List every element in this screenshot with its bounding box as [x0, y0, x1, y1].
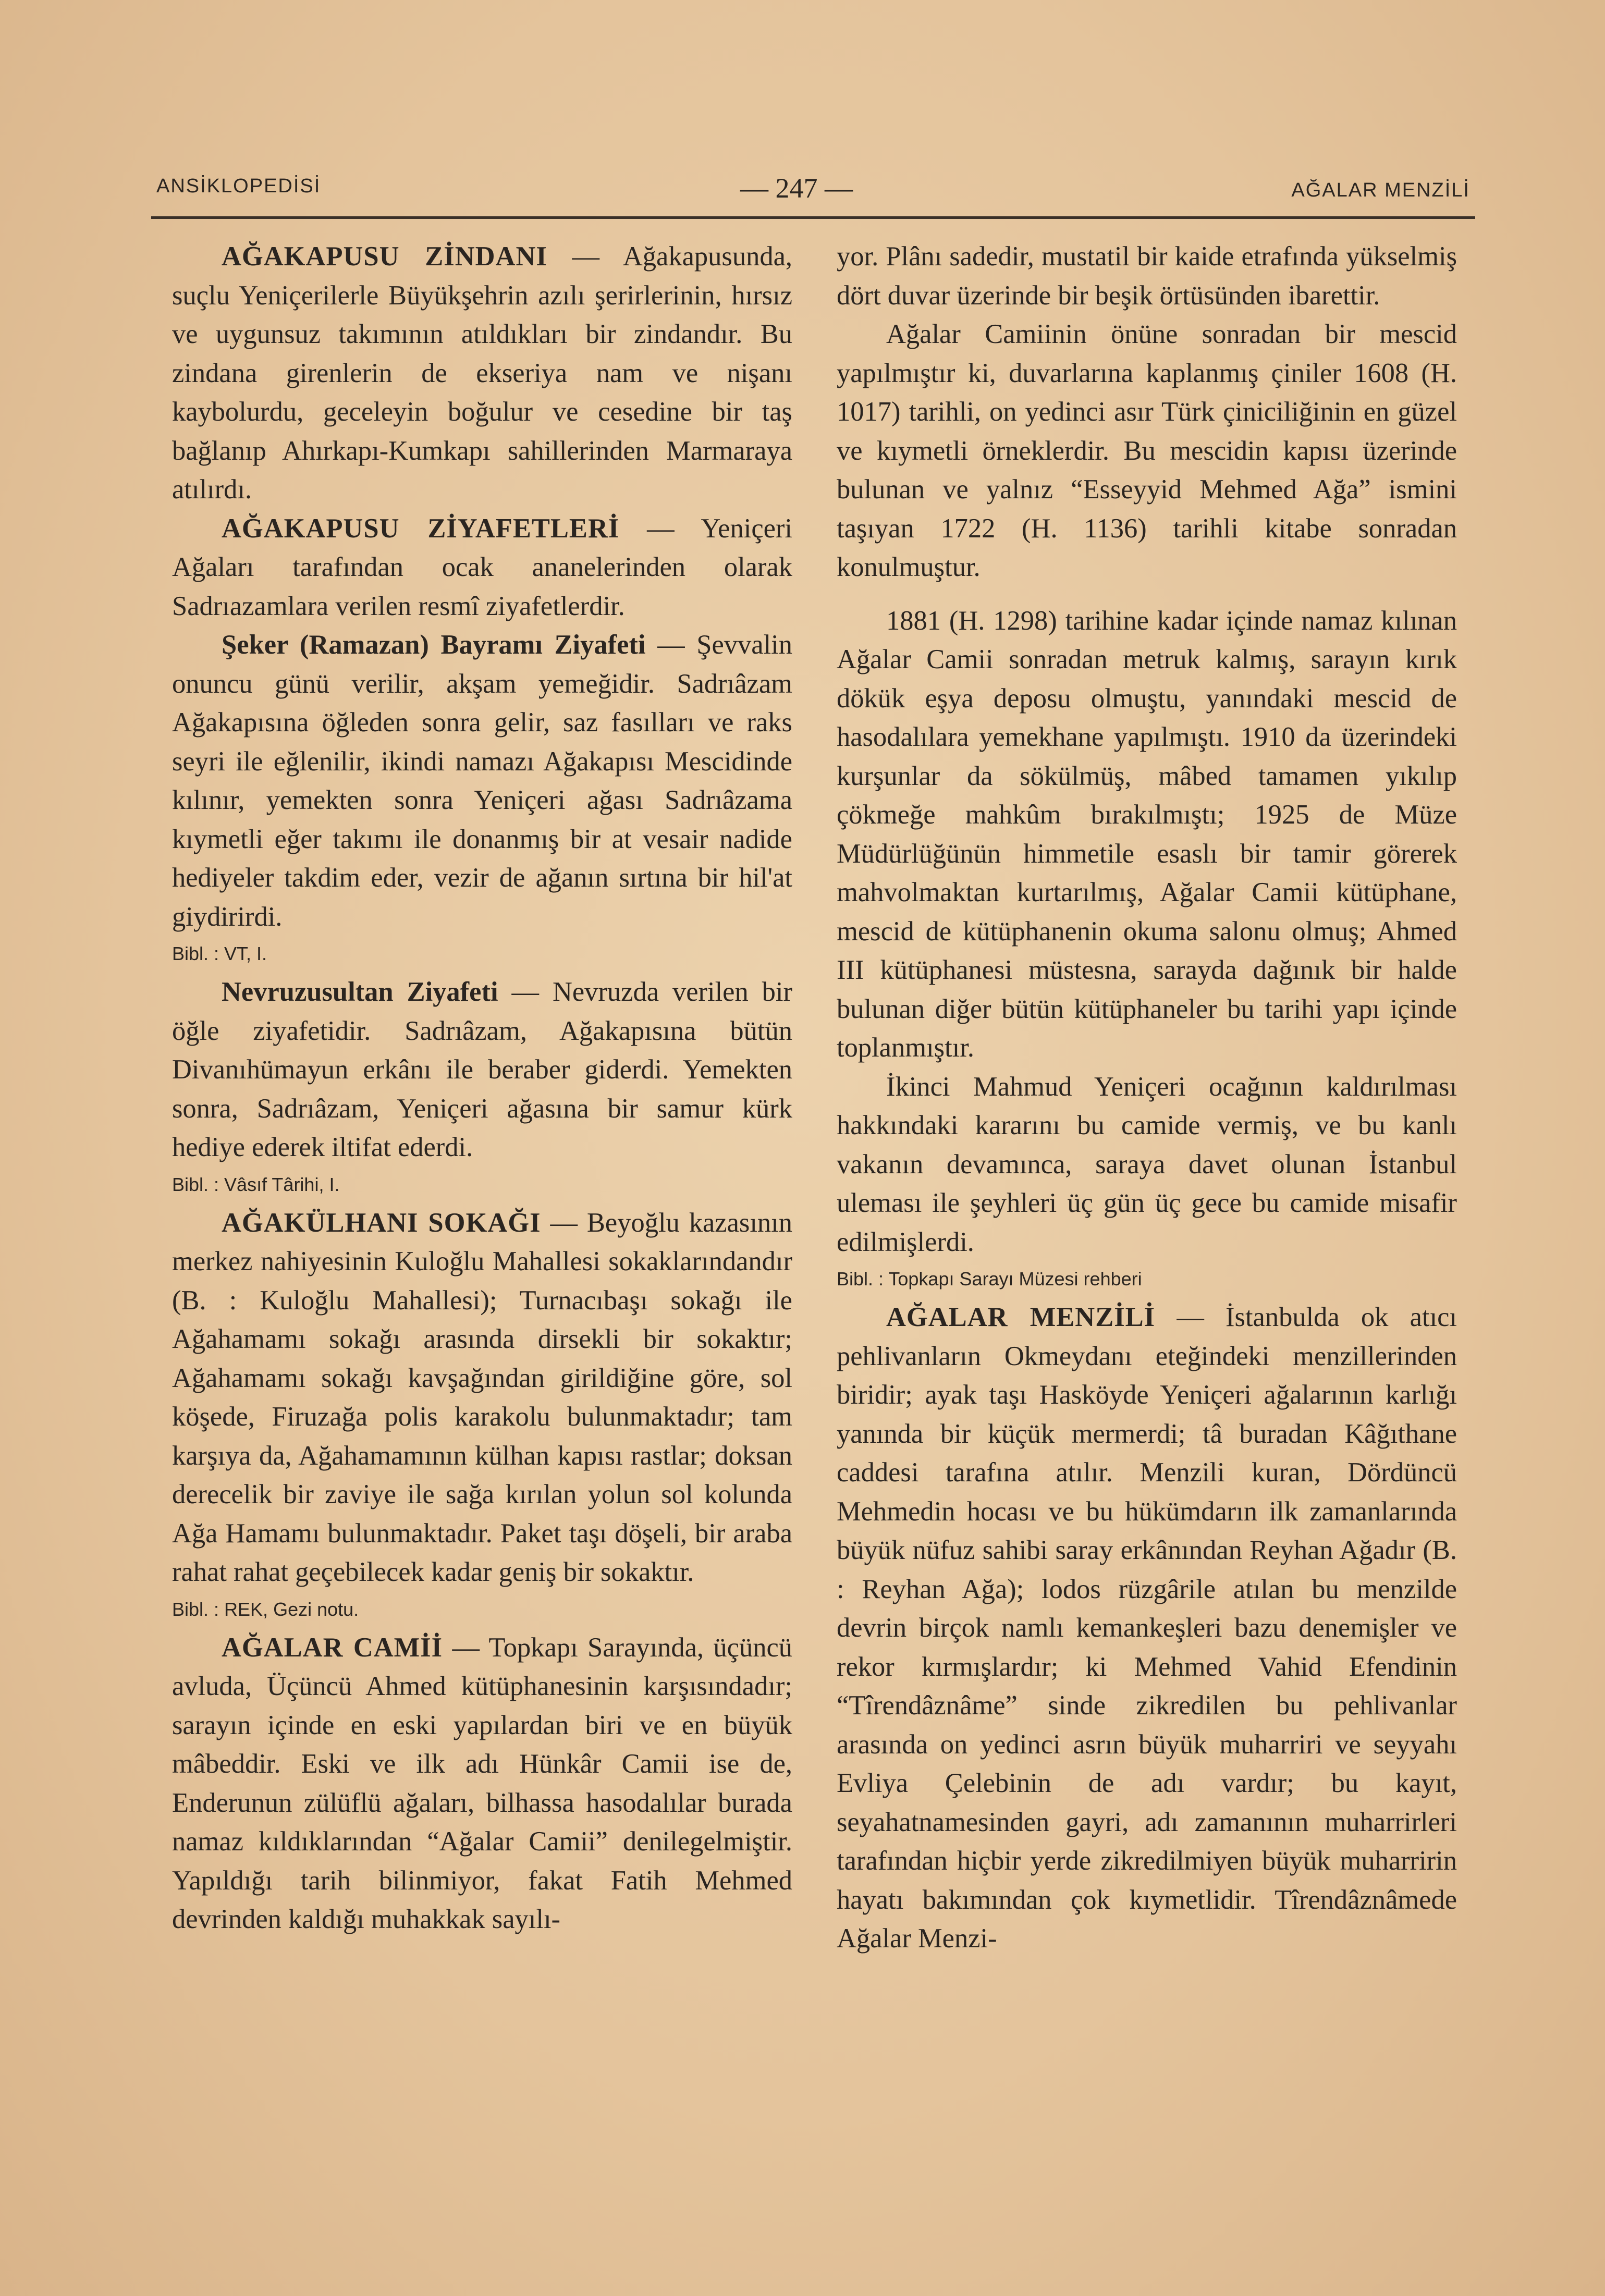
encyclopedia-entry — [172, 1204, 792, 1592]
entry-text: — Şevvalin onuncu günü verilir, akşam yemeğidir. Sadrıâzam Ağakapısına öğleden sonra gelir, saz fasılları ve raks seyri ile eğlenilir, ikindi namazı Ağakapısı Mescidinde kılınır, yemekten sonra Yeniçeri ağası Sadrıâzama kıymetli eğer takımı ile donanmış bir at vesair nadide hediyeler takdim eder, vezir de ağanın sırtına bir hil'at giydirirdi. — [172, 630, 792, 932]
entry-headword: Nevruzusultan Ziyafeti — [222, 977, 498, 1007]
running-head-right: AĞALAR MENZİLİ — [1291, 179, 1470, 201]
page-header — [156, 172, 1470, 208]
entry-headword: AĞALAR CAMİİ — [222, 1632, 443, 1663]
left-column — [172, 237, 792, 1939]
running-head-left: ANSİKLOPEDİSİ — [156, 175, 321, 197]
encyclopedia-entry — [172, 973, 792, 1167]
entry-headword: Şeker (Ramazan) Bayramı Ziyafeti — [222, 630, 646, 660]
bibliography-note: Bibl. : VT, I. — [172, 943, 267, 964]
bibliography-note: Bibl. : Vâsıf Târihi, I. — [172, 1173, 340, 1195]
paragraph: 1881 (H. 1298) tarihine kadar içinde namaz kılınan Ağalar Camii sonradan metruk kalmış, sarayın kırık dökük eşya deposu olmuştu, yanındaki mescid de hasodalılara yemekhane yapılmıştı. 1910 da üzerindeki kurşunlar da sökülmüş, mâbed tamamen yıkılıp çökmeğe mahkûm bırakılmıştı; 1925 de Müze Müdürlüğünün himmetile esaslı bir tamir görerek mahvolmaktan kurtarılmış, Ağalar Camii kütüphane, mescid de kütüphanenin okuma salonu olmuş; Ahmed III kütüphanesi müstesna, sarayda dağınık bir halde bulunan diğer bütün kütüphaneler bu tarihi yapı içinde toplanmıştır. — [837, 605, 1457, 1063]
entry-text: — Topkapı Sarayında, üçüncü avluda, Üçüncü Ahmed kütüphanesinin karşısındadır; sarayın içinde en eski yapılardan biri ve en büyük mâbeddir. Eski ve ilk adı Hünkâr Camii ise de, Enderunun zülüflü ağaları, bilhassa hasodalılar burada namaz kıldıklarından “Ağalar Camii” denilegelmiştir. Yapıldığı tarih bilinmiyor, fakat Fatih Mehmed devrinden kaldığı muhakkak sayılı- — [172, 1632, 793, 1934]
entry-headword: AĞALAR MENZİLİ — [886, 1302, 1156, 1332]
entry-text: — İstanbulda ok atıcı pehlivanların Okmeydanı eteğindeki menzillerinden biridir; ayak taşı Hasköyde Yeniçeri ağalarının karlığı yanında bir küçük mermerdi; tâ buradan Kâğıthane caddesi tarafına atılır. Menzili kuran, Dördüncü Mehmedin hocası ve bu hükümdarın ilk zamanlarında büyük nüfuz sahibi saray erkânından Reyhan Ağadır (B. : Reyhan Ağa); lodos rüzgârile atılan bu menzilde devrin birçok namlı kemankeşleri bazu denemişler ve rekor kırmışlardır; ki Mehmed Vahid Efendinin “Tîrendâznâme” sinde zikredilen bu pehlivanlar arasında on yedinci asrın büyük muharriri ve seyyahı Evliya Çelebinin de adı vardır; bu kayıt, seyahatnamesinden gayri, adı zamanının muharrirleri tarafından hiçbir yerde zikredilmiyen büyük muharririn hayatı bakımından çok kıymetlidir. Tîrendâznâmede Ağalar Menzi- — [837, 1302, 1457, 1954]
right-column — [837, 237, 1457, 1958]
entry-headword: AĞAKAPUSU ZİYAFETLERİ — [222, 513, 620, 544]
encyclopedia-entry — [172, 237, 792, 509]
encyclopedia-entry — [172, 509, 792, 626]
encyclopedia-entry — [172, 1628, 792, 1939]
entry-text: — Nevruzda verilen bir öğle ziyafetidir. Sadrıâzam, Ağakapısına bütün Divanıhümayun erkânı ile beraber giderdi. Yemekten sonra, Sadrıâzam, Yeniçeri ağasına bir samur kürk hediye ederek iltifat ederdi. — [172, 977, 792, 1162]
paragraph: Ağalar Camiinin önüne sonradan bir mescid yapılmıştır ki, duvarlarına kaplanmış çiniler 1608 (H. 1017) tarihli, on yedinci asır Türk çiniciliğinin en güzel ve kıymetli örneklerdir. Bu mescidin kapısı üzerinde bulunan ve yalnız “Esseyyid Mehmed Ağa” ismini taşıyan 1722 (H. 1136) tarihli kitabe sonradan konulmuştur. — [837, 319, 1457, 582]
bibliography-note: Bibl. : Topkapı Sarayı Müzesi rehberi — [837, 1268, 1142, 1290]
bibliography-note: Bibl. : REK, Gezi notu. — [172, 1598, 359, 1620]
entry-headword: AĞAKAPUSU ZİNDANI — [222, 241, 547, 272]
entry-text: — Ağakapusunda, suçlu Yeniçerilerle Büyükşehrin azılı şerirlerinin, hırsız ve uygunsuz takımının atıldıkları bir zindandır. Bu zindana girenlerin de ekseriya nam ve nişanı kaybolurdu, geceleyin boğulur ve cesedine bir taş bağlanıp Ahırkapı-Kumkapı sahillerinden Marmaraya atılırdı. — [172, 241, 793, 505]
header-rule — [151, 216, 1475, 219]
entry-text: — Yeniçeri Ağaları tarafından ocak ananelerinden olarak Sadrıazamlara verilen resmî ziyafetlerdir. — [172, 513, 792, 621]
paragraph: yor. Plânı sadedir, mustatil bir kaide etrafında yükselmiş dört duvar üzerinde bir beşik örtüsünden ibarettir. — [837, 241, 1457, 311]
encyclopedia-entry — [172, 625, 792, 936]
entry-text: — Beyoğlu kazasının merkez nahiyesinin Kuloğlu Mahallesi sokaklarındandır (B. : Kuloğlu Mahallesi); Turnacıbaşı sokağı ile Ağahamamı sokağı arasında dirsekli bir sokaktır; Ağahamamı sokağı kavşağından girildiğine göre, sol köşede, Firuzağa polis karakolu bulunmaktadır; tam karşıya da, Ağahamamının külhan kapısı rastlar; doksan derecelik bir zaviye ile sağa kırılan yolun sol kolunda Ağa Hamamı bulunmaktadır. Paket taşı döşeli, bir araba rahat rahat geçebilecek kadar geniş bir sokaktır. — [172, 1207, 792, 1587]
page-number: — 247 — — [740, 173, 853, 204]
entry-headword: AĞAKÜLHANI SOKAĞI — [222, 1207, 541, 1238]
encyclopedia-entry — [837, 1298, 1457, 1958]
paragraph: İkinci Mahmud Yeniçeri ocağının kaldırılması hakkındaki kararını bu camide vermiş, ve bu kanlı vakanın devamınca, saraya davet olunan İstanbul uleması ile şeyhleri üç gün üç gece bu camide misafir edilmişlerdi. — [837, 1071, 1457, 1257]
